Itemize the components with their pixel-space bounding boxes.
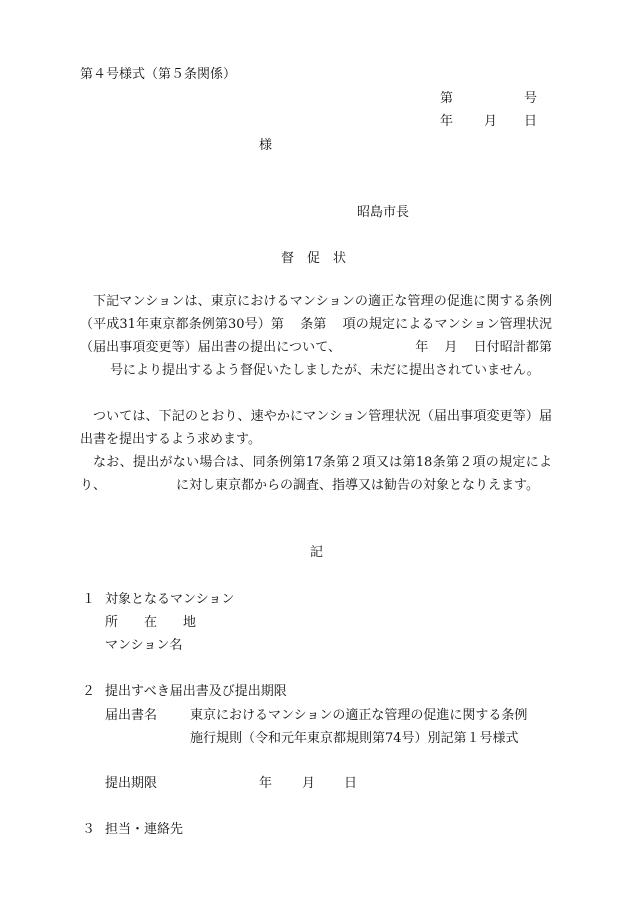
date-month: 月: [484, 114, 498, 129]
item2-number: ２: [82, 684, 96, 699]
item2-deadline-month: 月: [302, 776, 316, 791]
item1-name-label: マンション名: [105, 638, 183, 653]
item2-form-name-line1: 東京におけるマンションの適正な管理の促進に関する条例: [190, 708, 528, 723]
para1-text-b: 条第: [300, 317, 327, 332]
document-number-prefix: 第: [440, 91, 454, 106]
item3-title: 担当・連絡先: [105, 822, 184, 837]
body-paragraph-2: ついては、下記のとおり、速やかにマンション管理状況（届出事項変更等）届出書を提出するよう求めます。: [80, 409, 552, 447]
form-number: 第４号様式（第５条関係）: [80, 67, 237, 82]
para1-text-e: 号により提出するよう督促いたしましたが、未だに提出されていません。: [110, 363, 540, 378]
ki-heading: 記: [310, 545, 324, 560]
body-paragraph-1: [80, 290, 552, 382]
para1-month: 月: [444, 340, 458, 355]
issuer: 昭島市長: [357, 205, 410, 220]
item2-form-label: 届出書名: [105, 708, 158, 723]
item2-deadline-year: 年: [259, 776, 273, 791]
date-day: 日: [524, 114, 538, 129]
para1-text-c: 項の規定によるマンション管理状況（届出事項変更等）届出書の提出について、: [80, 317, 552, 355]
para3-text-a: なお、提出がない場合は、同条例第17条第２項又は第18条第２項の規定により、: [80, 455, 552, 493]
item2-form-name-line2: 施行規則（令和元年東京都規則第74号）別記第１号様式: [190, 731, 519, 746]
para3-text-b: に対し東京都からの調査、指導又は勧告の対象となりえます。: [176, 478, 539, 493]
body-paragraph-3: [80, 451, 552, 497]
item2-title: 提出すべき届出書及び提出期限: [105, 684, 287, 699]
item3-number: ３: [82, 822, 96, 837]
item1-title: 対象となるマンション: [105, 592, 235, 607]
item2-deadline-label: 提出期限: [105, 776, 158, 791]
item1-number: １: [82, 592, 96, 607]
page-title: 督 促 状: [281, 251, 347, 266]
item2-deadline-day: 日: [344, 776, 358, 791]
para1-year: 年: [415, 340, 429, 355]
para1-text-d: 日付昭計都第: [473, 340, 552, 355]
document-number-suffix: 号: [524, 91, 538, 106]
date-year: 年: [440, 114, 454, 129]
para1-text-a: 下記マンションは、東京におけるマンションの適正な管理の促進に関する条例（平成31年東京都条例第30号）第: [80, 294, 552, 332]
addressee-suffix: 様: [259, 138, 273, 153]
item1-address-label: 所 在 地: [105, 615, 197, 630]
